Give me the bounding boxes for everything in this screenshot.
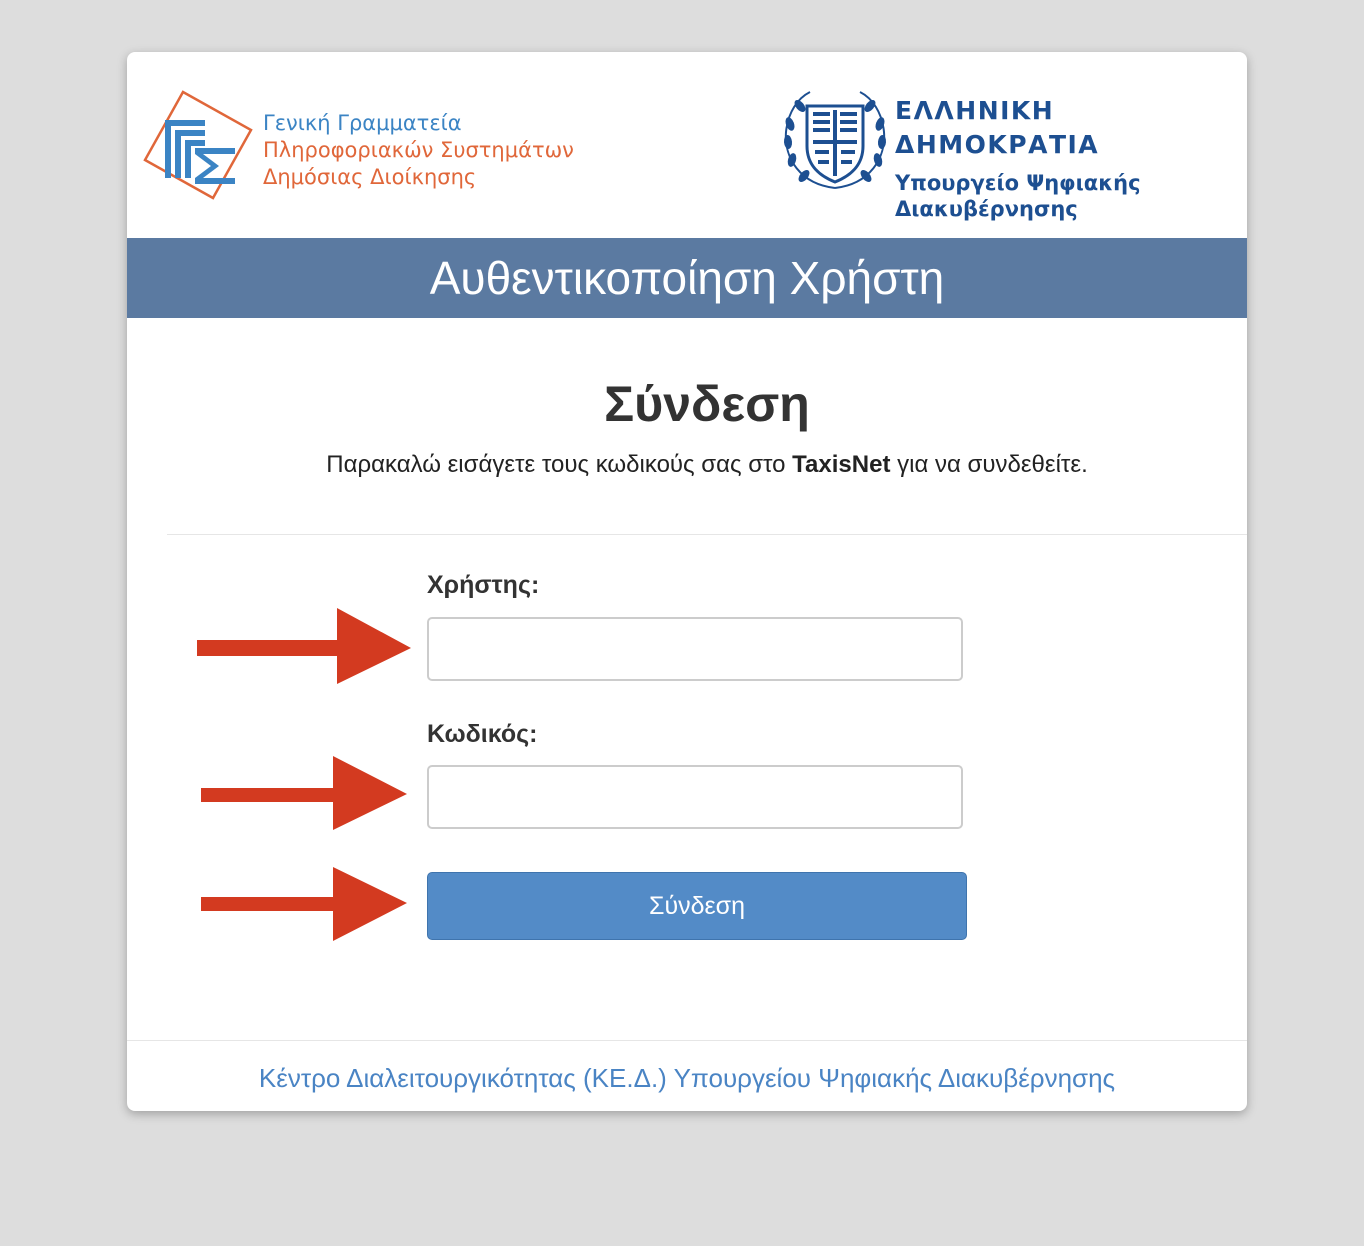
arrow-right-icon	[197, 608, 417, 688]
government-name	[895, 94, 1247, 222]
arrow-right-icon	[201, 867, 421, 947]
login-title: Σύνδεση	[604, 376, 810, 432]
login-submit-button[interactable]: Σύνδεση	[427, 872, 967, 940]
instructions-taxisnet: TaxisNet	[792, 451, 891, 478]
interoperability-center-link[interactable]: Κέντρο Διαλειτουργικότητας (ΚΕ.Δ.) Υπουργείου Ψηφιακής Διακυβέρνησης	[258, 1063, 1116, 1093]
password-label: Κωδικός:	[427, 720, 538, 748]
gsis-line-2: Πληροφοριακών Συστημάτων	[263, 138, 574, 162]
footer-divider	[127, 1040, 1247, 1041]
greek-emblem-icon	[780, 84, 890, 196]
gsis-name	[263, 110, 574, 191]
password-input[interactable]	[427, 765, 963, 829]
gsis-logo-icon	[143, 90, 253, 202]
arrow-right-icon	[201, 756, 421, 836]
gov-line-2: Υπουργείο Ψηφιακής	[895, 171, 1141, 195]
gov-line-1: ΕΛΛΗΝΙΚΗ ΔΗΜΟΚΡΑΤΙΑ	[895, 96, 1100, 159]
gsis-line-3: Δημόσιας Διοίκησης	[263, 165, 477, 189]
username-input[interactable]	[427, 617, 963, 681]
instructions-text-start: Παρακαλώ εισάγετε τους κωδικούς σας στο	[326, 451, 793, 478]
page-banner: Αυθεντικοποίηση Χρήστη	[127, 238, 1247, 318]
divider	[167, 534, 1247, 535]
gsis-line-1: Γενική Γραμματεία	[263, 111, 462, 135]
login-instructions	[127, 450, 1247, 480]
header	[127, 52, 1247, 238]
username-label: Χρήστης:	[427, 571, 540, 599]
gov-line-3: Διακυβέρνησης	[895, 197, 1078, 221]
login-card	[127, 52, 1247, 1111]
instructions-text-end: για να συνδεθείτε.	[890, 451, 1088, 478]
